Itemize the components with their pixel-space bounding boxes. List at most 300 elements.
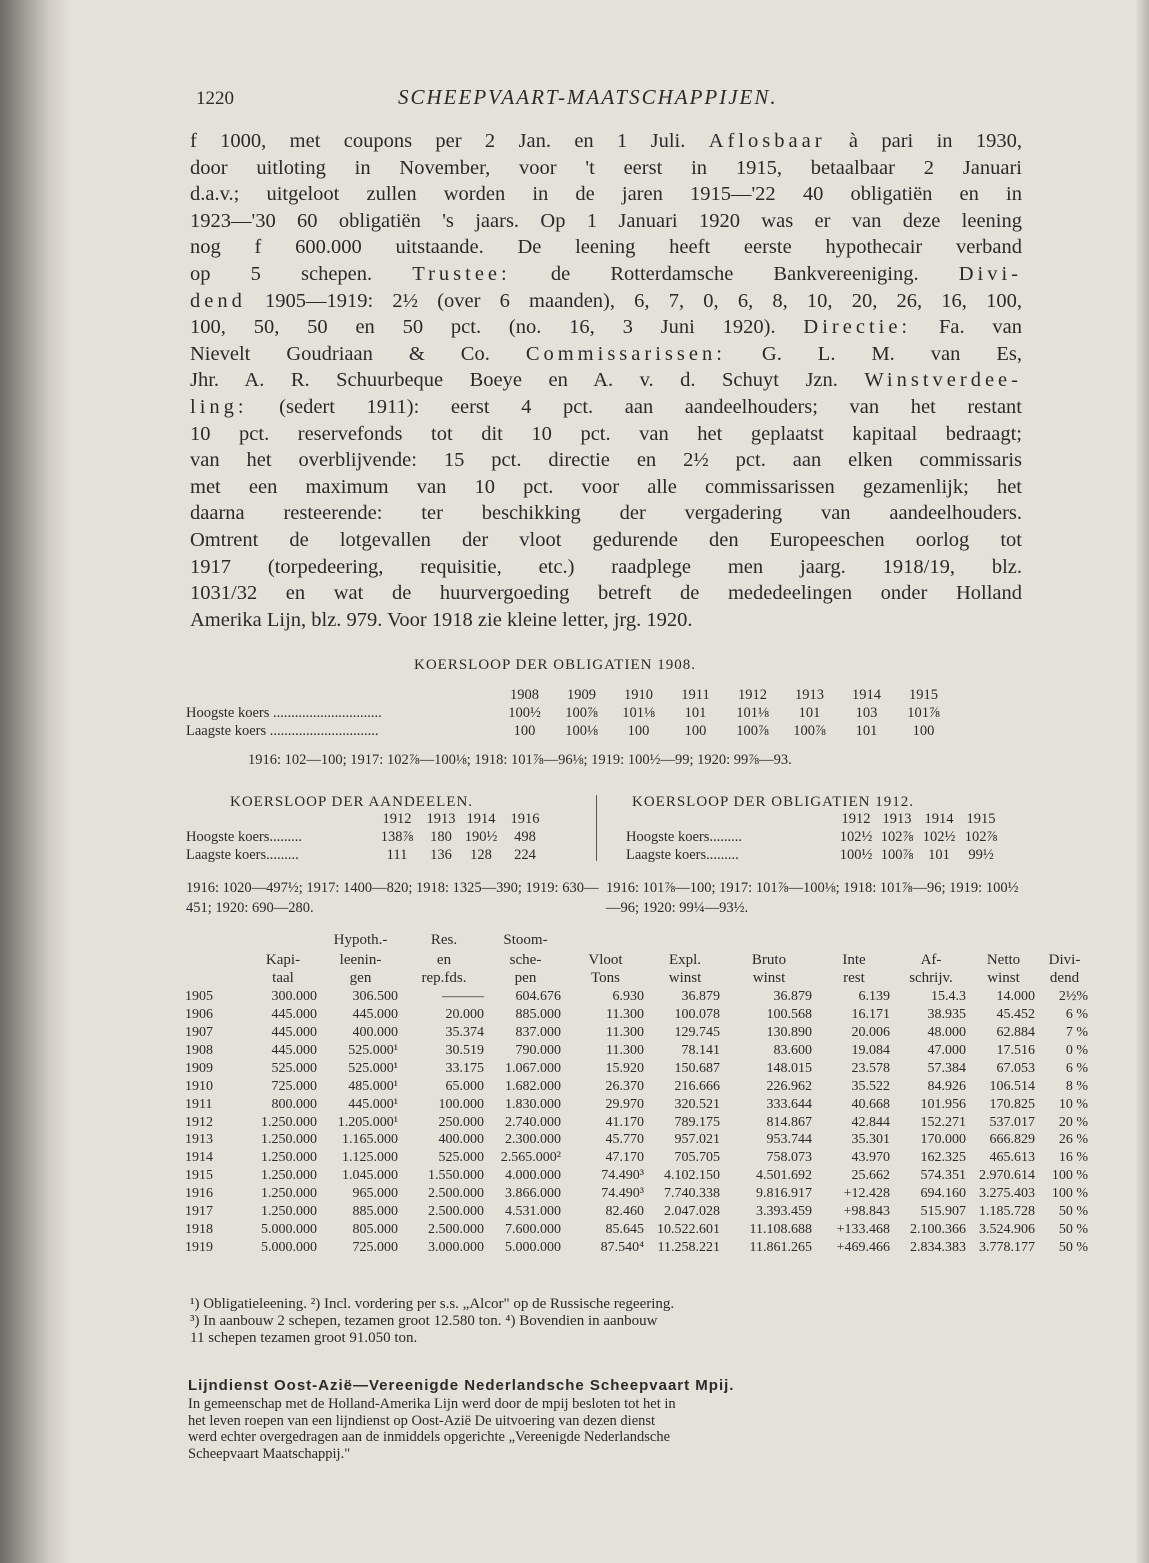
table-cell: 50 % [1058, 1204, 1088, 1220]
year-cell: 1915 [966, 810, 996, 827]
table-cell: 11.300 [606, 1025, 644, 1041]
paragraph-line: Amerika Lijn, blz. 979. Voor 1918 zie kleine letter, jrg. 1920. [190, 608, 693, 631]
table-cell: 16.171 [851, 1007, 890, 1023]
table-row [186, 828, 548, 846]
column-header-top: Res. [430, 932, 458, 949]
table-row [185, 1059, 1094, 1077]
table-cell: 445.000¹ [348, 1096, 398, 1112]
table-cell: 152.271 [920, 1114, 966, 1130]
table-header-row [626, 810, 1002, 828]
table-cell: 35.522 [851, 1078, 890, 1094]
table-cell: 102½ [839, 828, 873, 845]
table-row [185, 1167, 1094, 1185]
table-header-row [186, 686, 952, 704]
table-cell: +133.468 [836, 1221, 890, 1237]
paragraph-line: Jhr. A. R. Schuurbeque Boeye en A. v. d. Schuyt Jzn. Winstverdee- [190, 369, 1022, 392]
table-cell: 216.666 [674, 1078, 720, 1094]
year-cell: 1918 [185, 1221, 213, 1237]
table-row [185, 1077, 1094, 1095]
aandeelen-note: 1916: 1020—497½; 1917: 1400—820; 1918: 1325—390; 1919: 630—451; 1920: 690—280. [186, 880, 599, 916]
table-cell: 47.000 [927, 1043, 966, 1058]
table-cell: +98.843 [843, 1204, 890, 1220]
column-header: leenin- gen [339, 951, 382, 986]
table-cell: 4.000.000 [505, 1168, 561, 1184]
table-cell: 36.879 [681, 989, 720, 1005]
column-header: Kapi- taal [265, 951, 301, 986]
table-cell: 100.568 [766, 1007, 812, 1023]
column-header: Netto winst [986, 951, 1021, 986]
table-cell: 333.644 [766, 1096, 812, 1112]
paragraph-line: daarna resteerende: ter beschikking der vergadering van aandeelhouders. [190, 502, 1022, 525]
table-cell: 3.275.403 [979, 1186, 1035, 1202]
table-cell: 1.250.000 [261, 1168, 317, 1184]
table-cell: 1.125.000 [342, 1150, 398, 1166]
paragraph-line: 1031/32 en wat de huurvergoeding betreft de mededeelingen onder Holland [190, 582, 1022, 605]
column-header-top [1041, 932, 1094, 950]
footnote-line: ³) In aanbouw 2 schepen, tezamen groot 12.580 ton. ⁴) Bovendien in aanbouw [190, 1313, 658, 1329]
table-cell: 23.578 [851, 1060, 890, 1076]
table-cell: 4.501.692 [756, 1168, 812, 1184]
table-cell: 1.550.000 [428, 1168, 484, 1184]
table-cell: 26.370 [605, 1078, 644, 1094]
table-cell: 800.000 [271, 1096, 317, 1112]
year-cell: 1913 [795, 686, 824, 703]
table-cell: 11.258.221 [657, 1239, 720, 1255]
table-header-row [186, 810, 548, 828]
table-cell: 1.250.000 [261, 1204, 317, 1220]
table-cell: 129.745 [674, 1025, 720, 1041]
table-cell: 11.300 [606, 1043, 644, 1058]
table-cell: 2.565.000² [500, 1150, 561, 1166]
table-cell: 837.000 [515, 1025, 561, 1041]
table-cell: 725.000 [271, 1078, 317, 1094]
table-cell: 101⅛ [736, 704, 769, 721]
table-cell: 128 [470, 846, 492, 863]
table-cell: 100⅞ [880, 846, 914, 863]
paragraph-line: f 1000, met coupons per 2 Jan. en 1 Juli. Aflosbaar à pari in 1930, [190, 130, 1022, 152]
row-label: Laagste koers .............................. [186, 722, 379, 739]
table-cell: 102⅞ [880, 828, 914, 845]
table-cell: 6.930 [612, 989, 644, 1005]
table-row [185, 1238, 1094, 1256]
year-cell: 1914 [924, 810, 954, 827]
table-cell: 40.668 [851, 1096, 890, 1112]
table-cell: 50 % [1058, 1239, 1088, 1255]
table-cell: +469.466 [836, 1239, 890, 1255]
table-cell: 99½ [968, 846, 994, 863]
running-title: SCHEEPVAART-MAATSCHAPPIJEN. [398, 85, 778, 109]
table-cell: 604.676 [515, 989, 561, 1005]
table-cell: 957.021 [674, 1132, 720, 1148]
table-cell: 100.078 [674, 1007, 720, 1023]
footnote-line: 11 schepen tezamen groot 91.050 ton. [190, 1330, 418, 1346]
table-cell: 74.490³ [601, 1168, 644, 1184]
table-row [185, 1095, 1094, 1113]
oblig1908-table [186, 686, 952, 740]
table-row [185, 988, 1094, 1006]
row-label: Hoogste koers......... [626, 828, 742, 845]
year-cell: 1916 [510, 810, 540, 827]
table-cell: 87.540⁴ [600, 1239, 644, 1255]
financial-header [185, 932, 1094, 988]
table-cell: 1.165.000 [342, 1132, 398, 1148]
column-header: Divi- dend [1048, 951, 1081, 986]
table-cell: 10 % [1058, 1096, 1088, 1112]
column-header-top [726, 932, 818, 950]
aandeelen-table [186, 810, 548, 864]
table-cell: ——— [442, 989, 484, 1005]
table-row [626, 846, 1002, 864]
table-row [185, 1006, 1094, 1024]
paragraph-line: 1917 (torpedeering, requisitie, etc.) raadplege men jaarg. 1918/19, blz. [190, 555, 1022, 578]
column-header: Af- schrijv. [909, 951, 953, 986]
table-cell: 525.000 [438, 1150, 484, 1166]
table-cell: 35.301 [851, 1132, 890, 1148]
table-cell: 7.600.000 [505, 1221, 561, 1237]
year-cell: 1910 [624, 686, 653, 703]
paragraph-line: 1923—'30 60 obligatiën 's jaars. Op 1 Januari 1920 was er van deze leening [190, 209, 1022, 232]
oblig1908-note: 1916: 102—100; 1917: 102⅞—100⅛; 1918: 101⅞—96⅛; 1919: 100½—99; 1920: 99⅞—93. [248, 752, 792, 768]
table-row [185, 1220, 1094, 1238]
year-cell: 1913 [426, 810, 456, 827]
table-cell: 42.844 [851, 1114, 890, 1130]
table-cell: 400.000 [438, 1132, 484, 1148]
table-cell: 5.000.000 [261, 1239, 317, 1255]
column-divider [596, 795, 597, 861]
year-cell: 1919 [185, 1239, 213, 1255]
year-cell: 1907 [185, 1025, 213, 1041]
section-line: Scheepvaart Maatschappij." [188, 1445, 351, 1462]
table-row [185, 1113, 1094, 1131]
table-cell: 445.000 [271, 1043, 317, 1058]
table-cell: 20 % [1058, 1114, 1088, 1130]
row-label: Hoogste koers .............................. [186, 704, 382, 721]
table-cell: 2.300.000 [505, 1132, 561, 1148]
table-cell: 111 [386, 846, 408, 863]
paragraph-line: op 5 schepen. Trustee: de Rotterdamsche Bankvereeniging. Divi- [190, 262, 1022, 285]
column-header-top [972, 932, 1041, 950]
table-cell: 14.000 [996, 989, 1035, 1005]
table-cell: 7 % [1065, 1025, 1088, 1041]
table-cell: 15.4.3 [931, 989, 966, 1005]
table-cell: 35.374 [445, 1025, 484, 1041]
table-cell: 6 % [1065, 1007, 1088, 1023]
table-cell: 29.970 [605, 1096, 644, 1112]
table-cell: 30.519 [445, 1043, 484, 1058]
year-cell: 1917 [185, 1204, 213, 1220]
table-cell: 100 [627, 722, 650, 739]
year-cell: 1914 [185, 1150, 213, 1166]
table-cell: 758.073 [766, 1150, 812, 1166]
table-cell: 5.000.000 [261, 1221, 317, 1237]
paragraph-line: van het overblijvende: 15 pct. directie en 2½ pct. aan elken commissaris [190, 449, 1022, 472]
table-cell: 4.102.150 [664, 1168, 720, 1184]
row-label: Hoogste koers......... [186, 828, 302, 845]
year-cell: 1912 [738, 686, 767, 703]
year-cell: 1909 [185, 1060, 213, 1076]
paragraph-line: ling: (sedert 1911): eerst 4 pct. aan aandeelhouders; van het restant [190, 395, 1022, 418]
paragraph-line: d.a.v.; uitgeloot zullen worden in de jaren 1915—'22 40 obligatiën en in [190, 183, 1022, 206]
table-cell: 1.185.728 [979, 1204, 1035, 1220]
table-cell: 101 [798, 704, 821, 721]
table-cell: 136 [430, 846, 452, 863]
table-cell: 78.141 [681, 1043, 720, 1058]
year-cell: 1912 [382, 810, 412, 827]
table-cell: 400.000 [352, 1025, 398, 1041]
column-header-top [249, 932, 323, 950]
table-cell: 445.000 [352, 1007, 398, 1023]
table-cell: 6 % [1065, 1060, 1088, 1076]
table-cell: 100⅞ [793, 722, 826, 739]
column-header-top: Stoom- [503, 932, 548, 949]
table-cell: 3.524.906 [979, 1221, 1035, 1237]
paragraph-line: Nievelt Goudriaan & Co. Commissarissen: G. L. M. van Es, [190, 342, 1022, 365]
table-cell: 666.829 [989, 1132, 1035, 1148]
table-cell: 2.100.366 [910, 1221, 966, 1237]
year-cell: 1911 [185, 1096, 213, 1112]
table-row [186, 846, 548, 864]
column-header-top [818, 932, 896, 950]
table-cell: 2.740.000 [505, 1114, 561, 1130]
table-cell: 465.613 [989, 1150, 1035, 1166]
table-row [626, 828, 1002, 846]
table-cell: 885.000 [515, 1007, 561, 1023]
table-cell: 85.645 [605, 1221, 644, 1237]
paragraph-line: 10 pct. reservefonds tot dit 10 pct. van het geplaatst kapitaal bedraagt; [190, 422, 1022, 445]
oblig1908-caption: KOERSLOOP DER OBLIGATIEN 1908. [414, 657, 696, 673]
table-cell: 2.500.000 [428, 1221, 484, 1237]
column-header-top [896, 932, 972, 950]
table-cell: 6.139 [858, 989, 890, 1005]
table-cell: 106.514 [989, 1078, 1035, 1094]
table-row [185, 1131, 1094, 1149]
table-cell: 101⅞ [907, 704, 940, 721]
table-cell: 45.770 [605, 1132, 644, 1148]
table-cell: 8 % [1065, 1078, 1088, 1094]
table-cell: 41.170 [605, 1114, 644, 1130]
table-cell: 537.017 [989, 1114, 1035, 1130]
table-cell: 82.460 [605, 1204, 644, 1220]
table-cell: 250.000 [438, 1114, 484, 1130]
header-row [185, 932, 1094, 950]
year-cell: 1908 [185, 1043, 213, 1058]
main-paragraph [190, 128, 1022, 633]
table-cell: 2.500.000 [428, 1204, 484, 1220]
table-cell: 180 [430, 828, 452, 845]
footnotes [190, 1296, 1016, 1347]
table-cell: 790.000 [515, 1043, 561, 1058]
page-number: 1220 [196, 88, 234, 109]
table-cell: 101⅛ [622, 704, 655, 721]
year-cell: 1905 [185, 989, 213, 1005]
table-cell: 83.600 [773, 1043, 812, 1058]
table-cell: 226.962 [766, 1078, 812, 1094]
table-cell: 2.500.000 [428, 1186, 484, 1202]
column-header: sche- pen [509, 951, 542, 986]
table-cell: 148.015 [766, 1060, 812, 1076]
year-cell: 1916 [185, 1186, 213, 1202]
financial-body [185, 988, 1094, 1256]
table-cell: 1.250.000 [261, 1150, 317, 1166]
table-cell: 10.522.601 [657, 1221, 720, 1237]
table-cell: 100.000 [438, 1096, 484, 1112]
table-cell: 100 % [1051, 1168, 1088, 1184]
table-cell: 965.000 [352, 1186, 398, 1202]
table-cell: 48.000 [927, 1025, 966, 1041]
table-cell: 1.205.000¹ [337, 1114, 398, 1130]
table-cell: 162.325 [920, 1150, 966, 1166]
table-cell: 3.866.000 [505, 1186, 561, 1202]
section-line: In gemeenschap met de Holland-Amerika Lijn werd door de mpij besloten tot het in [188, 1396, 676, 1412]
oblig1912-note: 1916: 101⅞—100; 1917: 101⅞—100⅛; 1918: 101⅞—96; 1919: 100½—96; 1920: 99¼—93½. [606, 880, 1019, 916]
table-cell: 100 [684, 722, 707, 739]
year-cell: 1914 [852, 686, 881, 703]
financial-results-table [185, 932, 1094, 1256]
aandeelen-caption: KOERSLOOP DER AANDEELEN. [230, 794, 474, 810]
table-cell: 138⅞ [380, 828, 414, 845]
table-cell: 101 [928, 846, 950, 863]
table-cell: 224 [514, 846, 536, 863]
table-cell: 1.250.000 [261, 1186, 317, 1202]
table-cell: 814.867 [766, 1114, 812, 1130]
table-cell: 84.926 [927, 1078, 966, 1094]
table-cell: 2.970.614 [979, 1168, 1035, 1184]
table-cell: 19.084 [851, 1043, 890, 1058]
table-cell: 1.830.000 [505, 1096, 561, 1112]
year-cell: 1915 [909, 686, 938, 703]
table-cell: 100⅛ [565, 722, 598, 739]
year-cell: 1913 [882, 810, 912, 827]
table-cell: 306.500 [352, 989, 398, 1005]
table-cell: 789.175 [674, 1114, 720, 1130]
table-cell: 190½ [464, 828, 498, 845]
table-cell: 2.834.383 [910, 1239, 966, 1255]
table-row [186, 722, 952, 740]
table-cell: 101 [684, 704, 707, 721]
year-cell: 1914 [466, 810, 496, 827]
column-header: Bruto winst [751, 951, 787, 986]
year-cell: 1910 [185, 1078, 213, 1094]
table-cell: 100½ [839, 846, 873, 863]
table-cell: 300.000 [271, 989, 317, 1005]
table-cell: +12.428 [843, 1186, 890, 1202]
table-cell: 3.393.459 [756, 1204, 812, 1220]
year-cell: 1913 [185, 1132, 213, 1148]
table-row [185, 1042, 1094, 1060]
table-cell: 1.250.000 [261, 1114, 317, 1130]
table-cell: 150.687 [674, 1060, 720, 1076]
table-cell: 67.053 [996, 1060, 1035, 1076]
table-cell: 525.000¹ [348, 1043, 398, 1058]
paragraph-line: Omtrent de lotgevallen der vloot gedurende den Europeeschen oorlog tot [190, 528, 1022, 551]
table-cell: 0 % [1065, 1043, 1088, 1058]
section-heading: Lijndienst Oost-Azië—Vereenigde Nederlandsche Scheepvaart Mpij. [188, 1377, 735, 1394]
table-cell: 11.300 [606, 1007, 644, 1023]
table-cell: 43.970 [851, 1150, 890, 1166]
table-cell: 102½ [922, 828, 956, 845]
table-cell: 953.744 [766, 1132, 812, 1148]
table-cell: 11.108.688 [749, 1221, 812, 1237]
header-row [185, 950, 1094, 988]
table-cell: 525.000 [271, 1060, 317, 1076]
table-cell: 525.000¹ [348, 1060, 398, 1076]
year-cell: 1906 [185, 1007, 213, 1023]
year-cell: 1908 [510, 686, 539, 703]
book-gutter [0, 0, 70, 1563]
table-cell: 1.045.000 [342, 1168, 398, 1184]
paragraph-line: door uitloting in November, voor 't eerst in 1915, betaalbaar 2 Januari [190, 156, 1022, 179]
year-cell: 1912 [841, 810, 871, 827]
table-cell: 445.000 [271, 1007, 317, 1023]
table-cell: 57.384 [927, 1060, 966, 1076]
table-cell: 5.000.000 [505, 1239, 561, 1255]
year-cell: 1912 [185, 1114, 213, 1130]
table-cell: 101.956 [920, 1096, 966, 1112]
column-header: en rep.fds. [421, 951, 467, 986]
section-body [188, 1396, 1014, 1462]
table-cell: 36.879 [773, 989, 812, 1005]
row-label: Laagste koers......... [186, 846, 299, 863]
table-cell: 320.521 [674, 1096, 720, 1112]
table-cell: 45.452 [996, 1007, 1035, 1023]
table-cell: 2.047.028 [664, 1204, 720, 1220]
paragraph-line: nog f 600.000 uitstaande. De leening heeft eerste hypothecair verband [190, 236, 1022, 259]
table-cell: 26 % [1058, 1132, 1088, 1148]
table-row [186, 704, 952, 722]
table-cell: 100½ [508, 704, 541, 721]
footnote-line: ¹) Obligatieleening. ²) Incl. vordering per s.s. „Alcor" op de Russische regeering. [190, 1296, 675, 1312]
table-row [185, 1185, 1094, 1203]
table-cell: 38.935 [927, 1007, 966, 1023]
section-line: werd echter overgedragen aan de inmiddels opgerichte „Vereenigde Nederlandsche [188, 1429, 671, 1445]
page-edge [1135, 0, 1149, 1563]
table-cell: 725.000 [352, 1239, 398, 1255]
column-header: Expl. winst [668, 951, 702, 986]
table-cell: 15.920 [605, 1060, 644, 1076]
oblig1912-caption: KOERSLOOP DER OBLIGATIEN 1912. [632, 794, 914, 810]
table-cell: 3.778.177 [979, 1239, 1035, 1255]
table-row [185, 1024, 1094, 1042]
oblig1912-table [626, 810, 1002, 864]
paragraph-line: 100, 50, 50 en 50 pct. (no. 16, 3 Juni 1920). Directie: Fa. van [190, 316, 1022, 339]
table-cell: 62.884 [996, 1025, 1035, 1041]
table-cell: 170.000 [920, 1132, 966, 1148]
table-cell: 1.250.000 [261, 1132, 317, 1148]
table-cell: 103 [855, 704, 878, 721]
table-cell: 2½% [1058, 989, 1088, 1005]
section-line: het leven roepen van een lijndienst op Oost-Azië De uitvoering van dezen dienst [188, 1412, 656, 1429]
table-cell: 9.816.917 [756, 1186, 812, 1202]
table-cell: 694.160 [920, 1186, 966, 1202]
table-cell: 4.531.000 [505, 1204, 561, 1220]
table-cell: 100 [912, 722, 935, 739]
table-cell: 74.490³ [601, 1186, 644, 1202]
table-cell: 17.516 [996, 1043, 1035, 1058]
table-cell: 885.000 [352, 1204, 398, 1220]
column-header-top [650, 932, 726, 950]
year-cell: 1909 [567, 686, 596, 703]
table-cell: 50 % [1058, 1221, 1088, 1237]
table-cell: 574.351 [920, 1168, 966, 1184]
year-cell: 1911 [681, 686, 710, 703]
table-cell: 1.682.000 [505, 1078, 561, 1094]
table-cell: 130.890 [766, 1025, 812, 1041]
row-label: Laagste koers......... [626, 846, 739, 863]
table-cell: 515.907 [920, 1204, 966, 1220]
table-cell: 705.705 [674, 1150, 720, 1166]
year-cell: 1915 [185, 1168, 213, 1184]
table-cell: 485.000¹ [348, 1078, 398, 1094]
